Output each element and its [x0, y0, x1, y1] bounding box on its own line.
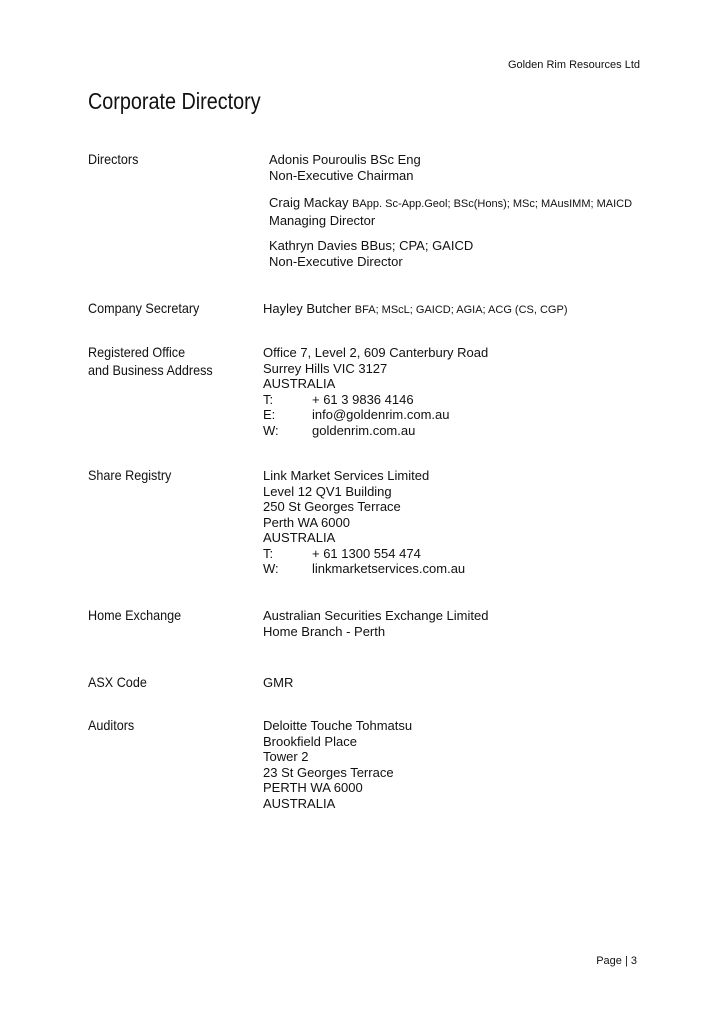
contact-phone [263, 546, 465, 562]
header-company-name: Golden Rim Resources Ltd [507, 59, 640, 71]
page-label: Page [596, 955, 622, 967]
contact-web [263, 423, 488, 439]
asx-code-label: ASX Code [88, 674, 147, 690]
director-1 [269, 152, 421, 183]
registered-office-label-line-2: and Business Address [88, 362, 213, 378]
director-quals: BBus; CPA; GAICD [360, 238, 474, 253]
director-role: Managing Director [269, 212, 376, 228]
address-line: Perth WA 6000 [263, 514, 350, 530]
contact-key: E: [263, 407, 276, 422]
address-line: AUSTRALIA [263, 795, 336, 811]
secretary-value [263, 301, 568, 319]
address-line: Surrey Hills VIC 3127 [263, 360, 388, 376]
director-name: Adonis Pouroulis [269, 152, 367, 167]
contact-value: + 61 1300 554 474 [312, 545, 421, 561]
contact-value: info@goldenrim.com.au [312, 407, 450, 422]
auditors-value [263, 718, 412, 811]
registered-office-label-line-1: Registered Office [88, 344, 186, 360]
contact-key: T: [263, 545, 274, 561]
page-footer [596, 955, 637, 967]
share-registry-label: Share Registry [88, 467, 172, 483]
registered-office-value [263, 345, 488, 438]
contact-key: W: [263, 561, 279, 576]
contact-key: T: [263, 391, 274, 407]
contact-email [263, 407, 488, 423]
address-line: Deloitte Touche Tohmatsu [263, 718, 413, 733]
director-name: Kathryn Davies [269, 238, 358, 253]
share-registry-value [263, 468, 465, 577]
secretary-label: Company Secretary [88, 300, 200, 316]
directors-label: Directors [88, 151, 139, 167]
registered-office-label [88, 343, 213, 379]
address-line: Office 7, Level 2, 609 Canterbury Road [263, 345, 489, 360]
page-separator: | [624, 955, 628, 967]
director-role: Non-Executive Chairman [269, 167, 414, 183]
address-line: Link Market Services Limited [263, 468, 430, 483]
address-line: 23 St Georges Terrace [263, 764, 394, 780]
director-name: Craig Mackay [269, 195, 349, 210]
director-3 [269, 238, 473, 269]
contact-phone [263, 392, 488, 408]
address-line: AUSTRALIA [263, 530, 336, 545]
director-quals: BApp. Sc-App.Geol; BSc(Hons); MSc; MAusIMM; MAICD [352, 198, 633, 210]
secretary-name: Hayley Butcher [263, 301, 352, 316]
address-line: Brookfield Place [263, 733, 357, 749]
director-2 [269, 195, 632, 228]
exchange-line: Australian Securities Exchange Limited [263, 608, 489, 623]
address-line: AUSTRALIA [263, 376, 336, 391]
director-quals: BSc Eng [370, 152, 421, 167]
page-title: Corporate Directory [88, 88, 261, 114]
auditors-label: Auditors [88, 717, 135, 733]
home-exchange-value [263, 608, 488, 639]
address-line: Tower 2 [263, 749, 309, 764]
asx-code-value: GMR [263, 675, 294, 690]
director-role: Non-Executive Director [269, 253, 403, 269]
exchange-line: Home Branch - Perth [263, 623, 386, 639]
address-line: Level 12 QV1 Building [263, 483, 392, 499]
secretary-quals: BFA; MScL; GAICD; AGIA; ACG (CS, CGP) [354, 304, 568, 316]
contact-value: goldenrim.com.au [312, 422, 416, 438]
contact-key: W: [263, 422, 279, 438]
contact-web [263, 561, 465, 577]
home-exchange-label: Home Exchange [88, 607, 182, 623]
address-line: PERTH WA 6000 [263, 780, 363, 795]
page-number: 3 [630, 955, 637, 967]
contact-value: + 61 3 9836 4146 [312, 391, 414, 407]
address-line: 250 St Georges Terrace [263, 499, 401, 514]
contact-value: linkmarketservices.com.au [312, 561, 466, 576]
